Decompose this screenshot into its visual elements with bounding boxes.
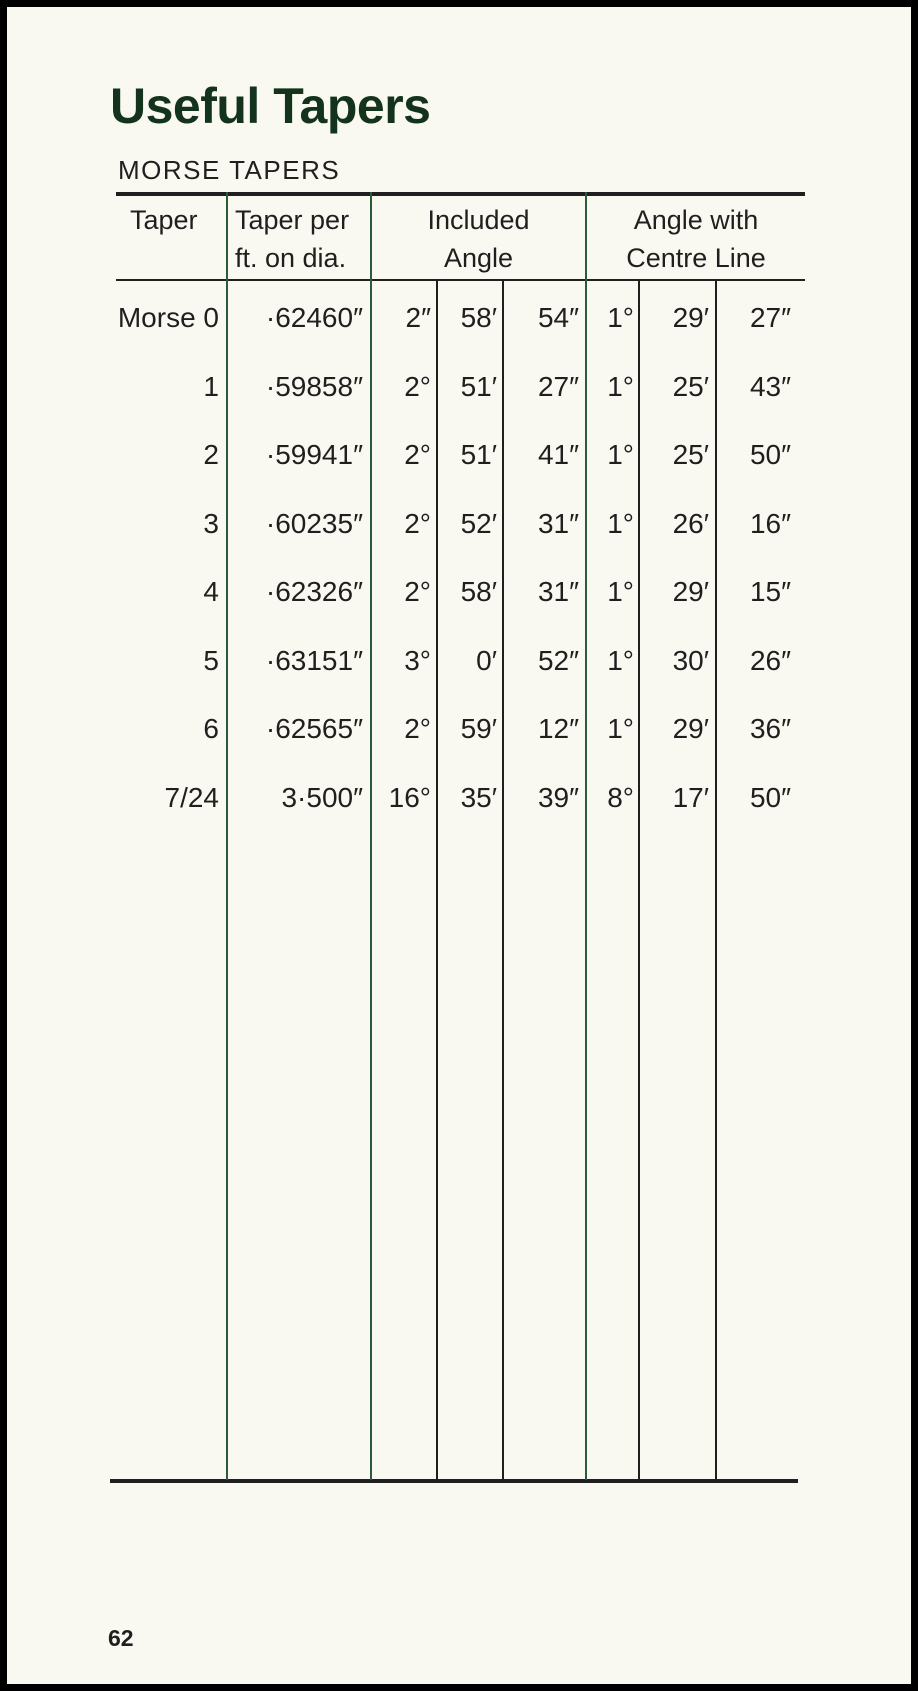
cell-centre-deg: 1° (607, 439, 634, 470)
cell-centre-min: 25′ (672, 371, 709, 402)
cell-centre-min: 25′ (672, 439, 709, 470)
cell-centre-sec: 26″ (749, 645, 791, 676)
cell-included-min: 58′ (460, 576, 497, 607)
cell-taper: 4 (203, 576, 219, 607)
cell-centre-sec: 43″ (749, 371, 791, 402)
cell-centre-deg: 1° (607, 508, 634, 539)
cell-taper: 1 (203, 371, 219, 402)
column-divider (370, 192, 372, 1480)
cell-included-min: 51′ (460, 371, 497, 402)
header-angle-with-centre-line: Angle with Centre Line (626, 205, 766, 273)
cell-included-deg: 2° (404, 508, 431, 539)
cell-taper: 2 (203, 439, 219, 470)
cell-included-deg: 2° (404, 713, 431, 744)
cell-centre-sec: 36″ (749, 713, 791, 744)
header-taper: Taper (130, 205, 198, 235)
cell-taper-per-ft: 3·500″ (281, 782, 363, 813)
cell-centre-sec: 16″ (749, 508, 791, 539)
cell-included-deg: 2° (404, 576, 431, 607)
header-included-angle: Included Angle (427, 205, 530, 273)
cell-centre-min: 26′ (672, 508, 709, 539)
cell-centre-min: 29′ (672, 576, 709, 607)
cell-taper-per-ft: ·62326″ (265, 576, 363, 607)
cell-included-min: 52′ (460, 508, 497, 539)
book-page (7, 7, 911, 1684)
cell-taper-per-ft: ·62565″ (265, 713, 363, 744)
cell-centre-deg: 8° (607, 782, 634, 813)
cell-centre-deg: 1° (607, 576, 634, 607)
cell-included-deg: 16° (388, 782, 431, 813)
cell-included-min: 35′ (460, 782, 497, 813)
cell-centre-min: 29′ (672, 713, 709, 744)
cell-included-deg: 2″ (405, 302, 431, 333)
cell-included-min: 59′ (460, 713, 497, 744)
column-divider (585, 192, 587, 1480)
cell-taper: 3 (203, 508, 219, 539)
cell-taper: 5 (203, 645, 219, 676)
cell-centre-sec: 27″ (749, 302, 791, 333)
cell-centre-deg: 1° (607, 713, 634, 744)
page-title: Useful Tapers (110, 78, 431, 134)
cell-centre-min: 29′ (672, 302, 709, 333)
header-taper-per-ft: Taper per ft. on dia. (235, 205, 350, 273)
cell-included-deg: 3° (404, 645, 431, 676)
column-divider (715, 281, 717, 1480)
cell-centre-min: 30′ (672, 645, 709, 676)
cell-included-sec: 54″ (537, 302, 579, 333)
cell-taper-per-ft: ·59858″ (265, 371, 363, 402)
cell-included-sec: 41″ (537, 439, 579, 470)
cell-included-min: 0′ (476, 645, 497, 676)
cell-included-min: 51′ (460, 439, 497, 470)
cell-included-sec: 39″ (537, 782, 579, 813)
cell-included-deg: 2° (404, 371, 431, 402)
column-divider (436, 281, 438, 1480)
cell-centre-sec: 50″ (749, 439, 791, 470)
cell-centre-sec: 15″ (749, 576, 791, 607)
cell-included-sec: 27″ (537, 371, 579, 402)
cell-centre-deg: 1° (607, 645, 634, 676)
cell-taper: 6 (203, 713, 219, 744)
column-divider (502, 281, 504, 1480)
cell-centre-deg: 1° (607, 371, 634, 402)
cell-taper: Morse 0 (117, 302, 219, 333)
cell-centre-min: 17′ (672, 782, 709, 813)
cell-taper-per-ft: ·63151″ (265, 645, 363, 676)
page-number: 62 (108, 1625, 134, 1651)
cell-included-sec: 52″ (537, 645, 579, 676)
cell-taper-per-ft: ·60235″ (265, 508, 363, 539)
header-bottom-rule (116, 279, 805, 281)
cell-included-sec: 31″ (537, 576, 579, 607)
section-subtitle: MORSE TAPERS (118, 155, 341, 185)
column-divider (226, 192, 228, 1480)
cell-taper-per-ft: ·62460″ (265, 302, 363, 333)
column-divider (638, 281, 640, 1480)
cell-included-min: 58′ (460, 302, 497, 333)
table-bottom-rule (110, 1479, 798, 1483)
cell-centre-sec: 50″ (749, 782, 791, 813)
cell-included-sec: 12″ (537, 713, 579, 744)
cell-taper-per-ft: ·59941″ (265, 439, 363, 470)
cell-centre-deg: 1° (607, 302, 634, 333)
table-top-rule (116, 192, 805, 196)
cell-taper: 7/24 (164, 782, 219, 813)
cell-included-sec: 31″ (537, 508, 579, 539)
cell-included-deg: 2° (404, 439, 431, 470)
